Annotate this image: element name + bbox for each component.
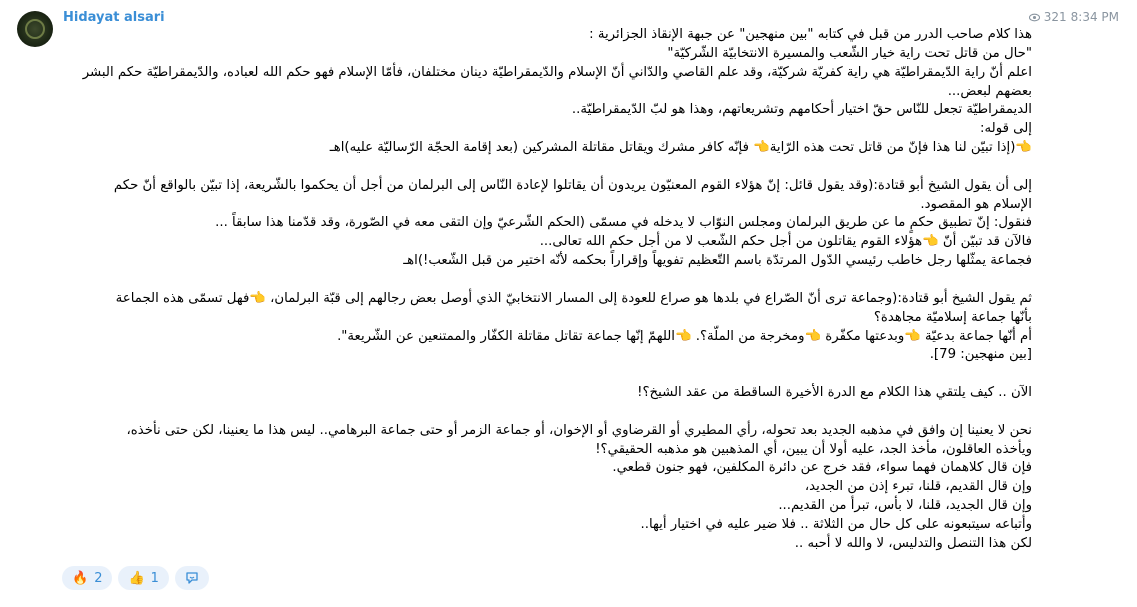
- message-line: [بين منهجين: 79].: [929, 347, 1032, 363]
- message-line: وأتباعه سيتبعونه على كل حال من الثلاثة .. فلا ضير عليه في اختيار أيها..: [640, 516, 1032, 532]
- thumbs-up-emoji-icon: 👍: [128, 570, 145, 586]
- message-time: 8:34 PM: [1070, 10, 1119, 24]
- reaction-count: 1: [150, 570, 159, 586]
- message-line: "حال من قاتل تحت راية خيار الشّعب والمسيرة الانتخابيّة الشّركيّة": [667, 45, 1032, 61]
- message-line: هذا كلام صاحب الدرر من قبل في كتابه "بين منهجين" عن جبهة الإنقاذ الجزائرية :: [589, 27, 1032, 42]
- views-eye-icon: [1029, 12, 1040, 23]
- message-line: وإن قال الجديد، قلنا، لا بأس، تبرأ من القديم...: [778, 498, 1032, 514]
- views-count: 321: [1043, 10, 1067, 24]
- fire-emoji-icon: 🔥: [72, 570, 89, 586]
- add-reaction-icon: [184, 570, 200, 586]
- message-blank-line: [62, 158, 1032, 177]
- add-reaction-button[interactable]: [175, 566, 209, 590]
- reaction-count: 2: [94, 570, 103, 586]
- message-line: نحن لا يعنينا إن وافق في مذهبه الجديد بعد تحوله، رأي المطيري أو القرضاوي أو الإخوان، أو جماعة الزمر أو حتى جماعة البرهامي.. ليس هذا ما يعنينا، لكن حتى نأخذه،: [126, 422, 1032, 438]
- message-line: فجماعة يمثّلها رجل خاطب رئيسي الدّول المرتدّة باسم التّعظيم تفويهاً وإقراراً بحكمه لأنّه اختير من قبل الشّعب!)اهـ: [403, 253, 1032, 269]
- message-body: [62, 26, 1032, 554]
- message-line: بعضهم لبعض...: [947, 83, 1032, 99]
- message-line: بأنّها جماعة إسلاميّة مجاهدة؟: [873, 309, 1032, 325]
- message-line: فالآن قد تبيّن أنّ 👈هؤلاء القوم يقاتلون من أجل حكم الشّعب لا من أجل حكم الله تعالى...: [539, 234, 1032, 250]
- reactions-bar: [62, 566, 209, 590]
- message-line: الإسلام هو المقصود.: [920, 196, 1032, 212]
- message-line: الديمقراطيّة تجعل للنّاس حقّ اختيار أحكامهم وتشريعاتهم، وهذا هو لبّ الدّيمقراطيّة..: [571, 102, 1032, 118]
- avatar[interactable]: [17, 11, 53, 47]
- message-blank-line: [62, 365, 1032, 384]
- message-blank-line: [62, 271, 1032, 290]
- message-line: فإن قال كلاهمان فهما سواء، فقد خرج عن دائرة المكلفين، فهو جنون قطعي.: [612, 460, 1032, 476]
- message-line: أم أنّها جماعة بدعيّة 👈وبدعتها مكفّرة 👈ومخرجة من الملّة؟. 👈اللهمّ إنّها جماعة تقاتل مقاتلة الكفّار والممتنعين عن الشّريعة".: [337, 328, 1032, 344]
- message-line: إلى قوله:: [980, 121, 1032, 137]
- message-line: اعلم أنّ راية الدّيمقراطيّة هي راية كفريّة شركيّة، وقد علم القاصي والدّاني أنّ الإسلام والدّيمقراطيّة دينان مختلفان، فأمّا الإسلام فهو حكم الله لعباده، والدّيمقراطيّة حكم البشر: [82, 64, 1032, 80]
- message-line: إلى أن يقول الشيخ أبو قتادة:(وقد يقول قائل: إنّ هؤلاء القوم المعنيّون يريدون أن يقاتلوا لإعادة النّاس إلى البرلمان من أجل أن يحكموا بالشّريعة، إذا تبيّن بالواقع أنّ حكم: [113, 177, 1032, 193]
- message-line: الآن .. كيف يلتقي هذا الكلام مع الدرة الأخيرة الساقطة من عقد الشيخ؟!: [637, 385, 1032, 401]
- sender-name[interactable]: Hidayat alsari: [63, 10, 165, 25]
- message-line: لكن هذا التنصل والتدليس، لا والله لا أحبه ..: [794, 535, 1032, 551]
- message-line: 👈(إذا تبيّن لنا هذا فإنّ من قاتل تحت هذه الرّاية👈 فإنّه كافر مشرك ويقاتل مقاتلة المشركين (بعد إقامة الحجّة الرّساليّة عليه)اهـ: [329, 140, 1032, 156]
- reaction-thumbs-up[interactable]: [118, 566, 168, 590]
- reaction-fire[interactable]: [62, 566, 112, 590]
- message-line: فنقول: إنّ تطبيق حكمٍ ما عن طريق البرلمان ومجلس النوّاب لا يدخله في مسمّى (الحكم الشّرعيّ وإن التقى معه في الصّورة، وقد قدّمنا هذا سابقاً ...: [215, 215, 1032, 231]
- message-meta: [1029, 10, 1119, 24]
- message-line: ثم يقول الشيخ أبو قتادة:(وجماعة ترى أنّ الصّراع في بلدها هو صراع للعودة إلى المسار الانتخابيّ الذي أوصل بعض رجالهم إلى قبّة البرلمان، 👈فهل تسمّى هذه الجماعة: [115, 290, 1032, 306]
- message-blank-line: [62, 403, 1032, 422]
- message-line: ويأخذه العاقلون، مأخذ الجد، عليه أولا أن يبين، أي المذهبين هو مذهبه الحقيقي؟!: [595, 441, 1032, 457]
- message-line: وإن قال القديم، قلنا، تبرء إذن من الجديد،: [804, 479, 1032, 495]
